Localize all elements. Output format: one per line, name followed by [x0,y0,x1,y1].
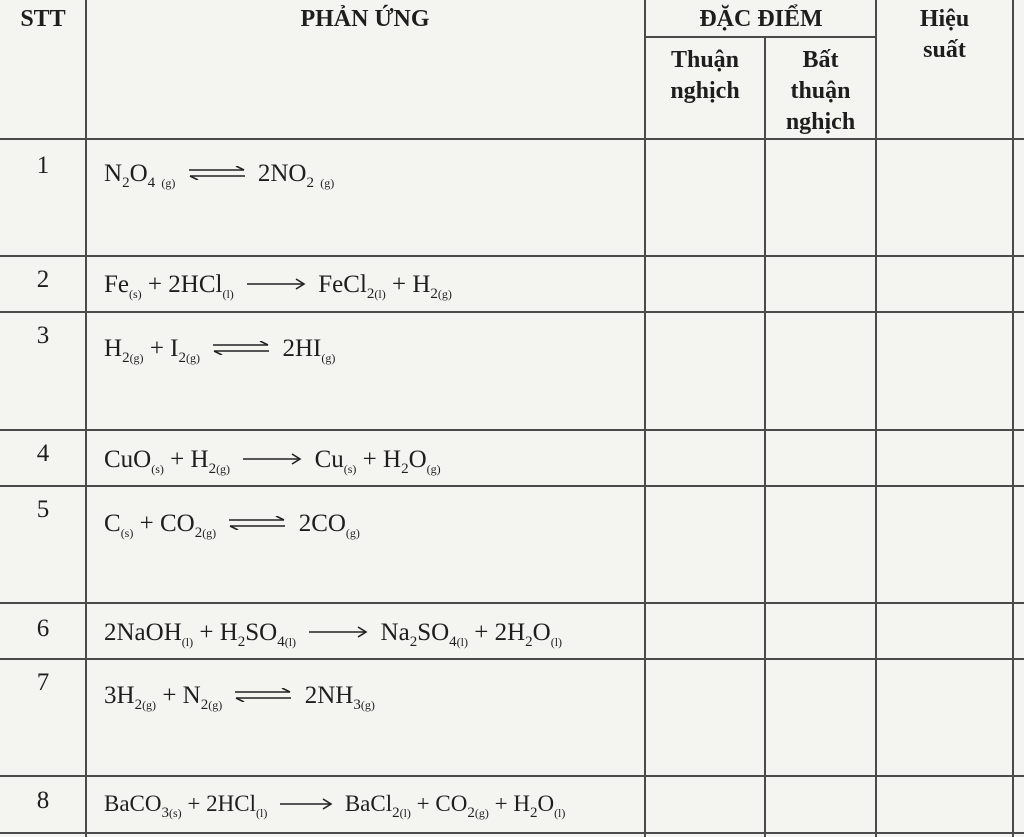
equation: BaCO$_{3(s)}$ + 2HCl$_{(l)}$ BaCl$_{2(l)}$ + $CO_{2(g)} + H_2O_{(l)}$ [104,791,566,821]
equilibrium-arrow-icon [233,688,293,702]
row-number: 2 [36,266,50,293]
equation: $CuO_{(s)} + H_{2(g)}$ $Cu_{(s)} + H_2O_{(g)}$ [104,446,441,477]
arrow-icon [278,798,334,810]
row-number: 4 [36,440,50,467]
row-number: 3 [36,322,50,349]
equation: $C_{(s)} + CO_{2(g)}$ $2CO_{(g)}$ [104,510,360,541]
header-irreversible-line: Bất [802,47,839,73]
grid-line [0,311,1024,313]
arrow-icon [307,626,369,638]
row-number: 8 [36,787,50,814]
arrow-icon [245,278,307,290]
header-yield-line: Hiệu [919,6,970,32]
grid-line [0,255,1024,257]
grid-line [0,775,1024,777]
equation: $H_{2(g)} + I_{2(g)}$ $2HI_{(g)}$ [104,335,336,366]
header-irreversible-line: nghịch [785,109,856,135]
grid-line [85,0,87,837]
arrow-icon [241,453,303,465]
equation: $3H_{2(g)} + N_{2(g)}$ $2NH_{3(g)}$ [104,682,375,713]
header-reversible-line: nghịch [670,78,740,104]
equation: $Fe_{(s)} + 2HCl_{(l)}$ FeCl$_{2(l)}$ + $H_{2(g)}$ [104,271,452,302]
grid-line [644,36,876,38]
header-reaction: PHẢN ỨNG [300,6,430,32]
equilibrium-arrow-icon [211,341,271,355]
row-number: 7 [36,669,50,696]
grid-line [0,832,1024,834]
grid-line [1012,0,1014,837]
header-yield-line: suất [923,37,966,63]
equilibrium-arrow-icon [187,166,247,180]
row-number: 5 [36,496,50,523]
grid-line [764,37,766,837]
header-irreversible-line: thuận [790,78,851,104]
grid-line [0,658,1024,660]
header-yield [877,4,1012,66]
grid-line [875,0,877,837]
grid-line [0,138,1024,140]
header-feature: ĐẶC ĐIỂM [699,6,823,32]
equation: 2NaOH$_{(l)}$ + $H_2SO_{4(l)}$ $Na_2SO_{4(l)} + 2H_2O_{(l)}$ [104,619,563,650]
header-reversible-line: Thuận [670,47,740,73]
grid-line [0,485,1024,487]
header-reversible [646,45,764,107]
grid-line [0,429,1024,431]
row-number: 6 [36,615,50,642]
header-stt: STT [20,6,66,32]
header-irreversible [766,45,875,138]
grid-line [0,602,1024,604]
equilibrium-arrow-icon [227,516,287,530]
row-number: 1 [36,152,50,179]
grid-line [644,0,646,837]
equation: $N_2O_4$ $_{(g)}$ $2NO_2$ $_{(g)}$ [104,160,335,191]
